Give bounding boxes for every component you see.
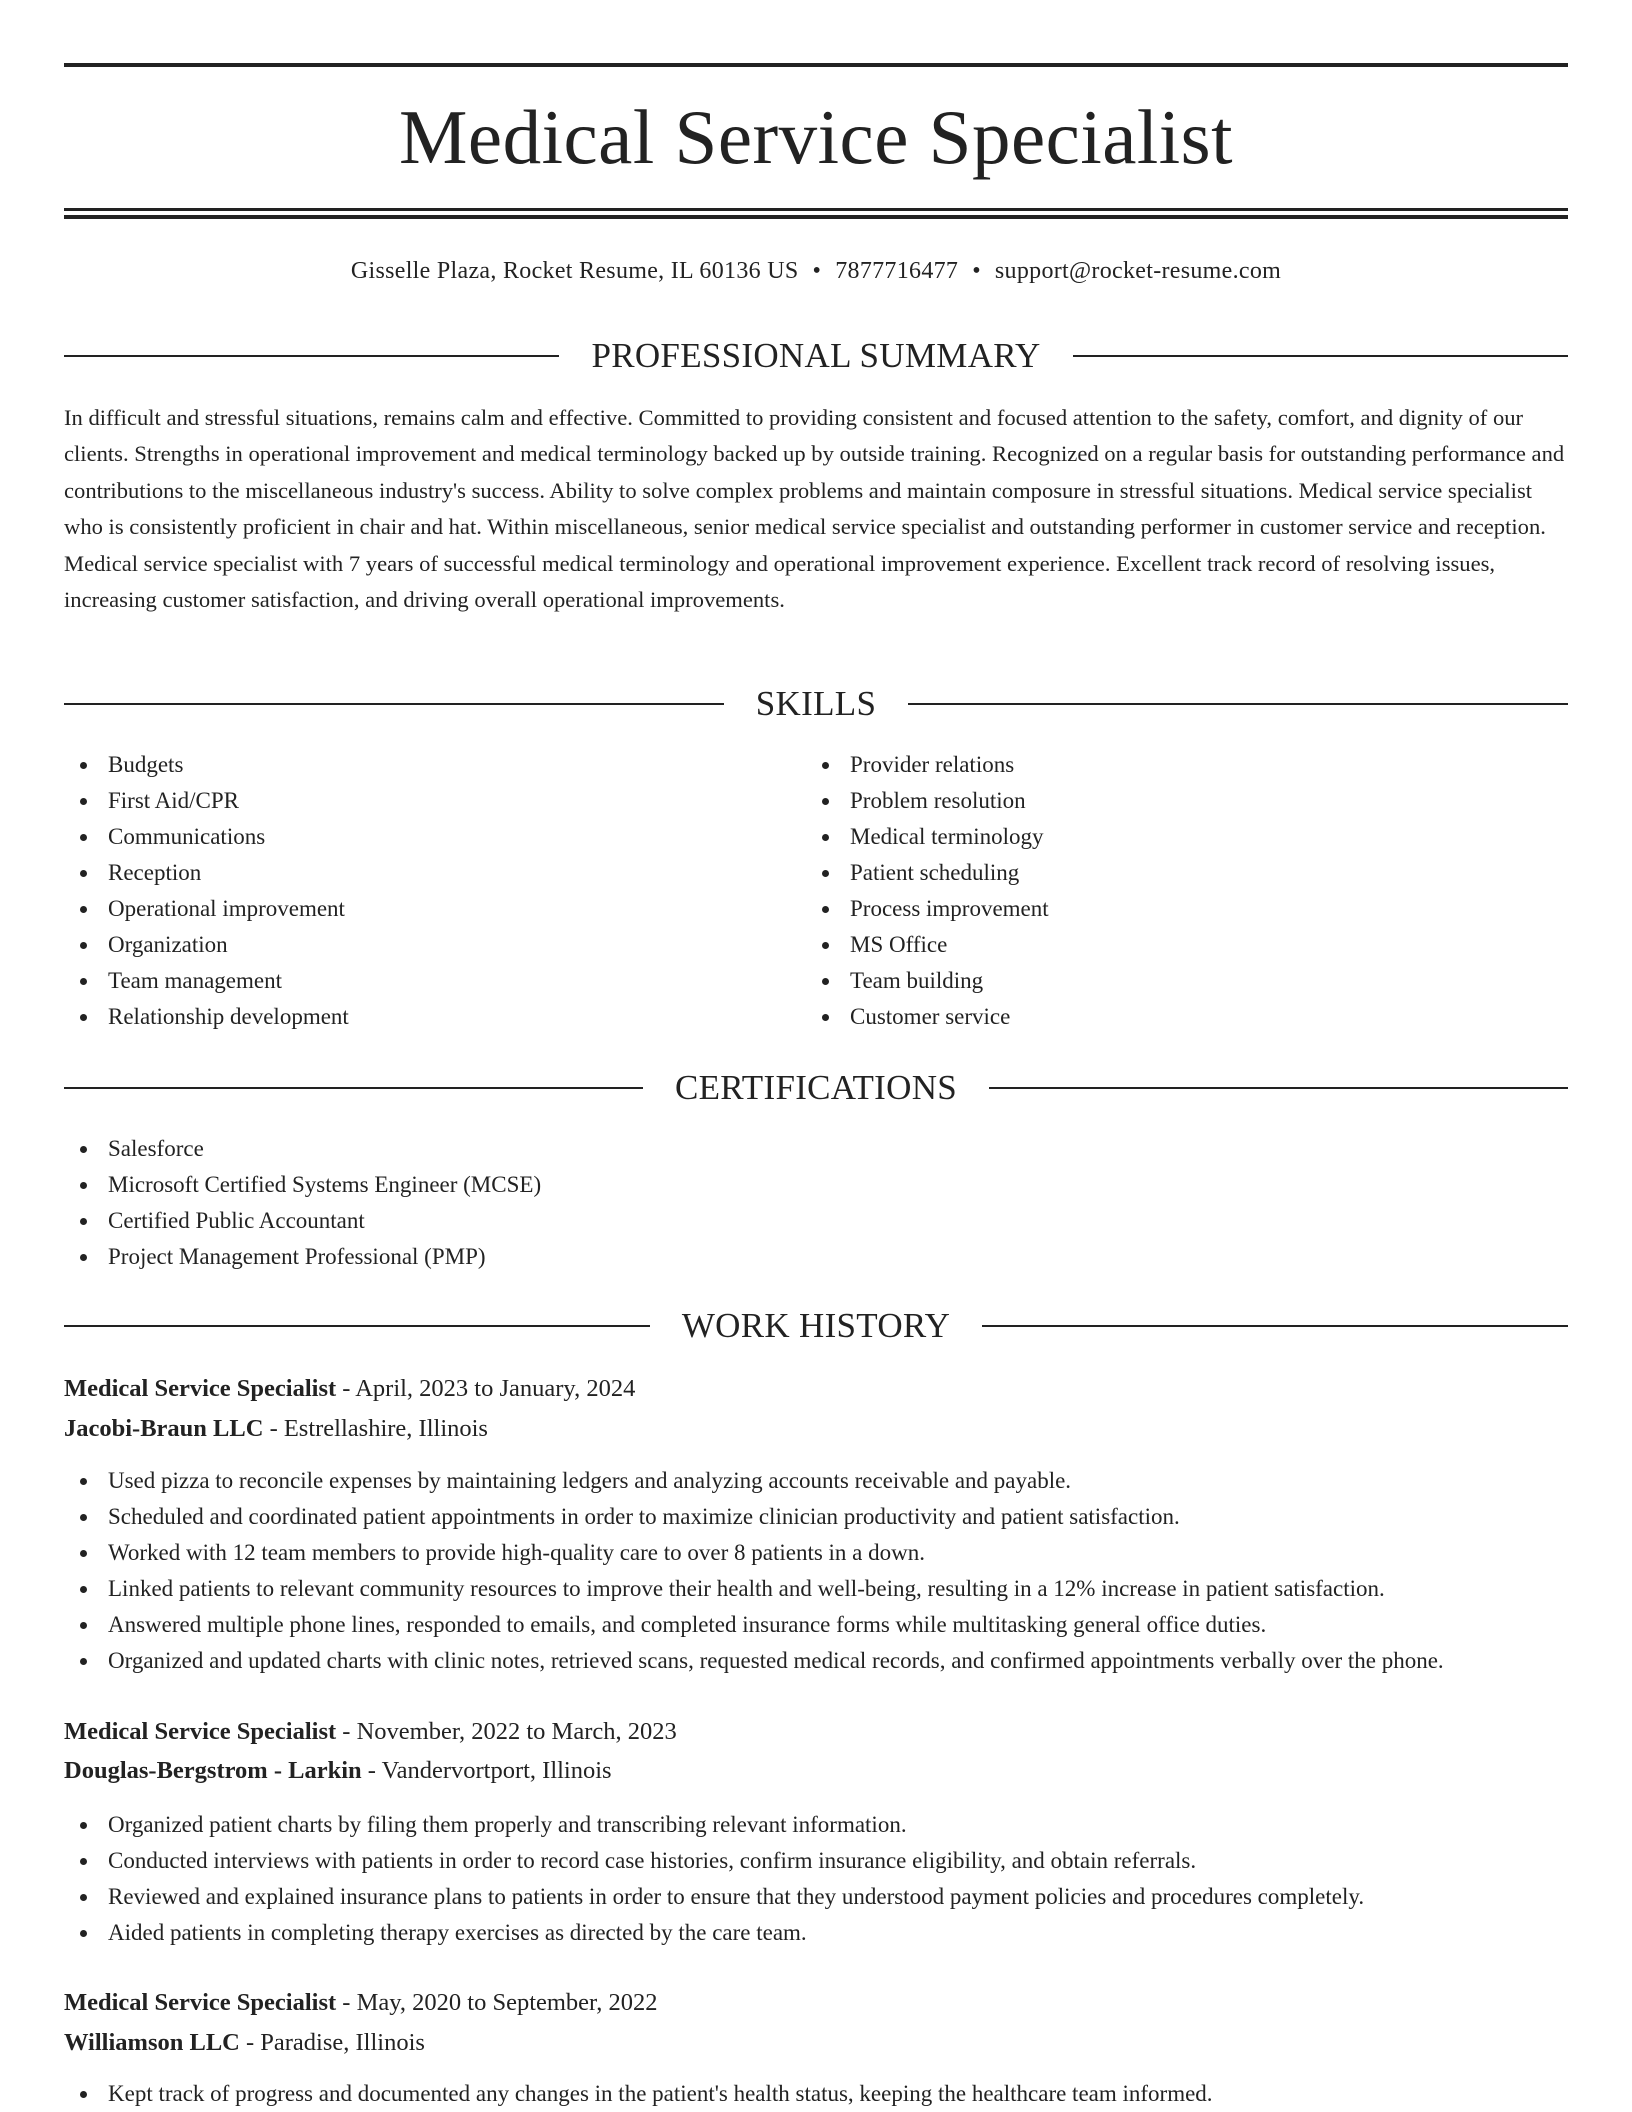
job-dates: - November, 2022 to March, 2023 — [336, 1718, 677, 1745]
job-duties-list — [64, 2076, 1213, 2112]
section-header-summary — [64, 334, 1568, 378]
company-location: - Estrellashire, Illinois — [263, 1415, 488, 1442]
header-bottom-rule — [64, 208, 1568, 211]
job-dates: - April, 2023 to January, 2024 — [336, 1375, 636, 1402]
certification-item: Certified Public Accountant — [64, 1203, 541, 1239]
certification-item: Salesforce — [64, 1131, 541, 1167]
skill-item: MS Office — [806, 927, 1049, 963]
skill-item: Team management — [64, 963, 349, 999]
skill-item: Relationship development — [64, 999, 349, 1035]
certifications-list — [64, 1131, 541, 1275]
job-duties-list — [64, 1463, 1444, 1679]
skill-item: Provider relations — [806, 747, 1049, 783]
skill-item: Medical terminology — [806, 819, 1049, 855]
header-top-rule — [64, 63, 1568, 67]
divider — [908, 703, 1568, 705]
job-duty: Kept track of progress and documented any changes in the patient's health status, keeping the healthcare team informed. — [64, 2076, 1213, 2112]
company-name: Douglas-Bergstrom - Larkin — [64, 1757, 362, 1784]
skill-item: First Aid/CPR — [64, 783, 349, 819]
skill-item: Reception — [64, 855, 349, 891]
contact-separator: • — [812, 258, 822, 284]
contact-address: Gisselle Plaza, Rocket Resume, IL 60136 US — [350, 258, 799, 284]
skills-list-left — [64, 747, 349, 1035]
skills-list-right — [806, 747, 1049, 1035]
company-location: - Vandervortport, Illinois — [361, 1757, 612, 1784]
section-title: WORK HISTORY — [681, 1306, 951, 1345]
skill-item: Communications — [64, 819, 349, 855]
skill-item: Problem resolution — [806, 783, 1049, 819]
job-duty: Scheduled and coordinated patient appointments in order to maximize clinician productivity and patient satisfaction. — [64, 1499, 1444, 1535]
section-title: CERTIFICATIONS — [674, 1068, 958, 1107]
section-header-work-history — [64, 1304, 1568, 1348]
contact-line — [64, 254, 1568, 288]
skill-item: Organization — [64, 927, 349, 963]
job-duty: Answered multiple phone lines, responded to emails, and completed insurance forms while multitasking general office duties. — [64, 1607, 1444, 1643]
company-name: Williamson LLC — [64, 2029, 240, 2056]
job-duty: Used pizza to reconcile expenses by maintaining ledgers and analyzing accounts receivable and payable. — [64, 1463, 1444, 1499]
job-company-line — [64, 1411, 1568, 1447]
skill-item: Budgets — [64, 747, 349, 783]
certification-item: Microsoft Certified Systems Engineer (MCSE) — [64, 1167, 541, 1203]
summary-text: In difficult and stressful situations, remains calm and effective. Committed to providing consistent and focused attention to the safety, comfort, and dignity of our clients. Strengths in operational improvement and medical terminology backed up by outside training. Recognized on a regular basis for outstanding performance and contributions to the miscellaneous industry's success. Ability to solve complex problems and maintain composure in stressful situations. Medical service specialist who is consistently proficient in chair and hat. Within miscellaneous, senior medical service specialist and outstanding performer in customer service and reception. Medical service specialist with 7 years of successful medical terminology and operational improvement experience. Excellent track record of resolving issues, increasing customer satisfaction, and driving overall operational improvements. — [64, 405, 1565, 613]
divider — [982, 1325, 1568, 1327]
job-duties-list — [64, 1807, 1364, 1951]
section-header-certifications — [64, 1066, 1568, 1110]
skill-item: Team building — [806, 963, 1049, 999]
job-title: Medical Service Specialist — [64, 1989, 337, 2016]
job-duty: Aided patients in completing therapy exercises as directed by the care team. — [64, 1915, 1364, 1951]
divider — [64, 1325, 650, 1327]
divider — [64, 703, 724, 705]
job-company-line — [64, 2025, 1568, 2061]
job-title-line — [64, 1985, 1568, 2021]
section-title: SKILLS — [755, 684, 877, 723]
company-name: Jacobi-Braun LLC — [64, 1415, 264, 1442]
section-title: PROFESSIONAL SUMMARY — [591, 336, 1041, 375]
job-duty: Worked with 12 team members to provide high-quality care to over 8 patients in a down. — [64, 1535, 1444, 1571]
skill-item: Operational improvement — [64, 891, 349, 927]
contact-separator: • — [972, 258, 981, 284]
skill-item: Patient scheduling — [806, 855, 1049, 891]
company-location: - Paradise, Illinois — [239, 2029, 425, 2056]
contact-email: support@rocket-resume.com — [994, 258, 1282, 284]
job-company-line — [64, 1753, 1568, 1789]
skill-item: Customer service — [806, 999, 1049, 1035]
job-duty: Reviewed and explained insurance plans to patients in order to ensure that they understood payment policies and procedures completely. — [64, 1879, 1364, 1915]
divider — [64, 355, 559, 357]
divider — [1073, 355, 1568, 357]
header-bottom-rule-2 — [64, 215, 1568, 219]
job-title-line — [64, 1714, 1568, 1750]
job-duty: Organized and updated charts with clinic notes, retrieved scans, requested medical records, and confirmed appointments verbally over the phone. — [64, 1643, 1444, 1679]
contact-phone: 7877716477 — [835, 258, 959, 284]
job-title: Medical Service Specialist — [64, 1718, 337, 1745]
resume-title: Medical Service Specialist — [398, 94, 1234, 180]
job-title: Medical Service Specialist — [64, 1375, 337, 1402]
certification-item: Project Management Professional (PMP) — [64, 1239, 541, 1275]
skill-item: Process improvement — [806, 891, 1049, 927]
divider — [989, 1087, 1568, 1089]
job-duty: Organized patient charts by filing them properly and transcribing relevant information. — [64, 1807, 1364, 1843]
job-duty: Linked patients to relevant community resources to improve their health and well-being, resulting in a 12% increase in patient satisfaction. — [64, 1571, 1444, 1607]
job-title-line — [64, 1371, 1568, 1407]
section-header-skills — [64, 682, 1568, 726]
divider — [64, 1087, 643, 1089]
job-dates: - May, 2020 to September, 2022 — [336, 1989, 658, 2016]
job-duty: Conducted interviews with patients in order to record case histories, confirm insurance eligibility, and obtain referrals. — [64, 1843, 1364, 1879]
